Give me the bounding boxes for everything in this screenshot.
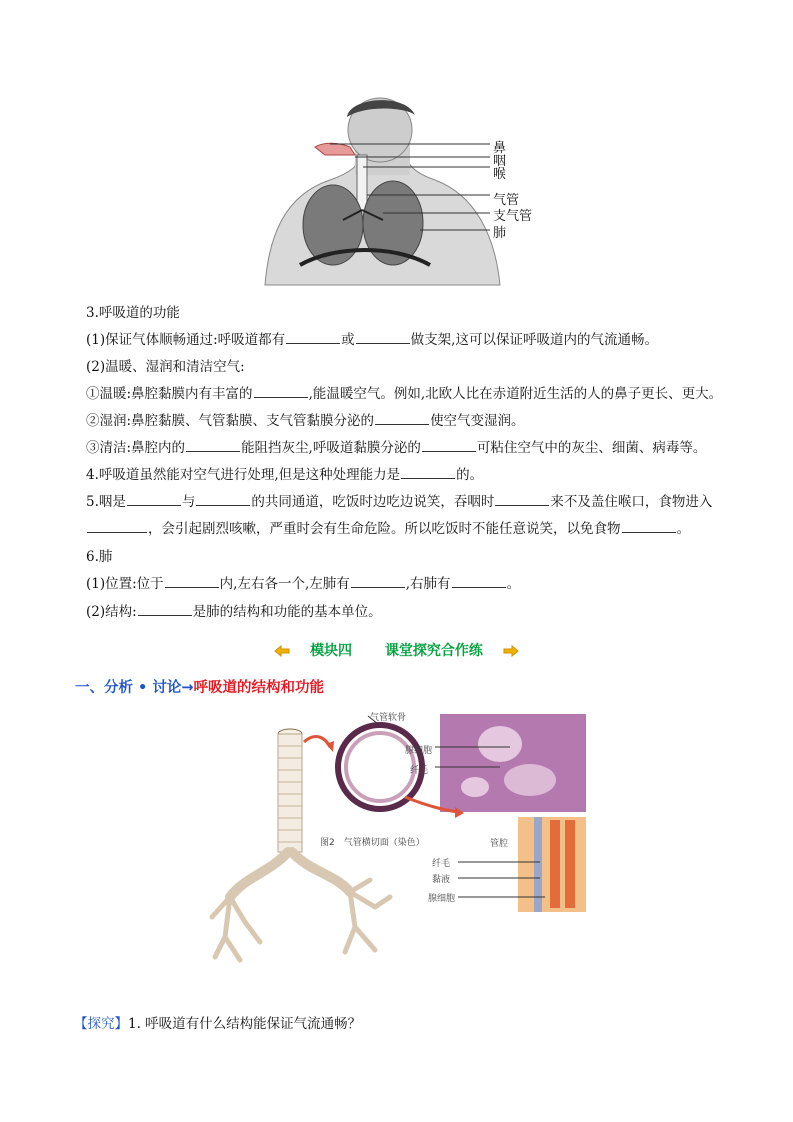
answer-blank[interactable]: [186, 439, 240, 452]
answer-blank[interactable]: [622, 520, 676, 533]
decor-arrow-left-icon: [273, 645, 291, 657]
module-subtitle: 课堂探究合作练: [384, 643, 483, 659]
answer-blank[interactable]: [87, 520, 147, 533]
label-trachea: 气管: [493, 193, 520, 208]
section6-title: 6.肺: [86, 549, 113, 565]
section6-p1: (1)位置:位于 内,左右各一个,左肺有 ,右肺有 。: [86, 576, 521, 592]
fig2-label-gland2: 腺细胞: [428, 894, 456, 904]
section-heading: [75, 676, 324, 697]
answer-blank[interactable]: [401, 466, 455, 479]
section3-p2: (2)温暖、湿润和清洁空气:: [86, 359, 245, 375]
fig2-label-gland: 腺细胞: [405, 746, 433, 756]
section4: 4.呼吸道虽然能对空气进行处理,但是这种处理能力是 的。: [86, 467, 484, 483]
section3-title: 3.呼吸道的功能: [86, 305, 180, 321]
answer-blank[interactable]: [495, 493, 549, 506]
answer-blank[interactable]: [286, 331, 340, 344]
module-header: [0, 640, 793, 660]
decor-arrow-right-icon: [502, 645, 520, 657]
label-bronchi: 支气管: [493, 209, 533, 224]
probe-question: [74, 1012, 361, 1032]
fig2-label-cilia2: 纤毛: [432, 859, 451, 869]
section3-p4: ②湿润:鼻腔黏膜、气管黏膜、支气管黏膜分泌的 使空气变湿润。: [86, 413, 525, 429]
label-nose: 鼻: [493, 141, 507, 156]
fig2-label-mucus: 黏液: [432, 875, 451, 885]
answer-blank[interactable]: [127, 493, 181, 506]
section3-p5: ③清洁:鼻腔内的 能阻挡灰尘,呼吸道黏膜分泌的 可粘住空气中的灰尘、细菌、病毒等。: [86, 440, 707, 456]
label-lung: 肺: [493, 226, 507, 241]
answer-blank[interactable]: [351, 575, 405, 588]
answer-blank[interactable]: [422, 439, 476, 452]
answer-blank[interactable]: [196, 493, 250, 506]
answer-blank[interactable]: [375, 412, 429, 425]
section3-p1: (1)保证气体顺畅通过:呼吸道都有 或 做支架,这可以保证呼吸道内的气流通畅。: [86, 332, 658, 348]
section6-p2: (2)结构: 是肺的结构和功能的基本单位。: [86, 604, 382, 620]
answer-blank[interactable]: [452, 575, 506, 588]
section3-p3: ①温暖:鼻腔黏膜内有丰富的 ,能温暖空气。例如,北欧人比在赤道附近生活的人的鼻子更长、更大。: [86, 386, 723, 402]
section5-line1: 5.咽是 与 的共同通道，吃饭时边吃边说笑，吞咽时 来不及盖住喉口，食物进入: [86, 494, 713, 510]
heading-topic: 呼吸道的结构和功能: [193, 680, 325, 696]
fig2-label-cilia: 纤毛: [410, 766, 429, 776]
probe-text: 1. 呼吸道有什么结构能保证气流通畅？: [128, 1016, 362, 1032]
fig2-label-lumen: 管腔: [490, 839, 509, 849]
label-larynx: 喉: [493, 167, 507, 182]
answer-blank[interactable]: [254, 385, 308, 398]
section5-line2: ，会引起剧烈咳嗽，严重时会有生命危险。所以吃饭时不能任意说笑，以免食物 。: [86, 520, 690, 538]
probe-bracket: 【探究】: [74, 1016, 128, 1032]
answer-blank[interactable]: [138, 603, 192, 616]
fig2-caption: 图2 气管横切面（染色）: [320, 838, 425, 848]
answer-blank[interactable]: [356, 331, 410, 344]
label-pharynx: 咽: [493, 154, 507, 169]
fig2-label-cartilage: 气管软骨: [370, 713, 407, 723]
module-title: 模块四: [310, 643, 353, 659]
answer-blank[interactable]: [165, 575, 219, 588]
heading-prefix: 一、分析 • 讨论→: [75, 680, 194, 696]
